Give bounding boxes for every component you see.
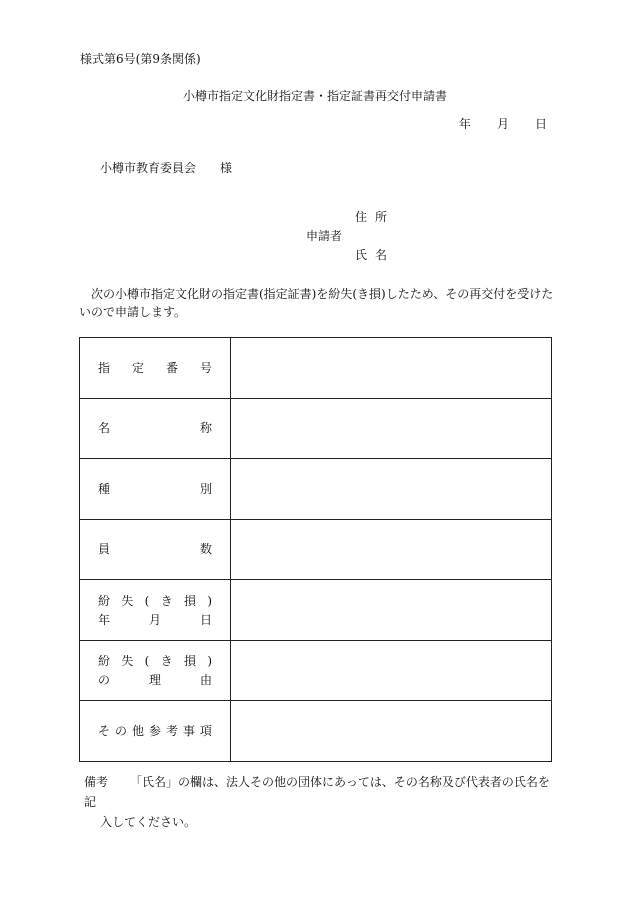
name-field[interactable] [231,398,552,459]
label-char: 考 [165,724,178,739]
label-char: 失 [121,654,134,669]
other-notes-label [80,701,231,762]
remarks-label: 備考 [84,775,109,789]
label-char: 事 [182,724,195,739]
loss-reason-field[interactable] [231,640,552,701]
label-char: ) [207,654,212,669]
page-title: 小樽市指定文化財指定書・指定証書再交付申請書 [182,89,447,103]
designation-number-field[interactable] [231,338,552,399]
addressee-name: 小樽市教育委員会 [100,161,197,175]
quantity-field[interactable] [231,519,552,580]
date-year-label: 年 [459,117,472,131]
label-char: 損 [183,593,196,608]
table-row [80,640,552,701]
label-line [98,595,212,607]
remarks-text-line1: 「氏名」の欄は、法人その他の団体にあっては、その名称及び代表者の氏名を記 [84,775,550,809]
addressee [100,162,232,174]
application-statement: 次の小樽市指定文化財の指定書(指定証書)を紛失(き損)したため、その再交付を受けたいので申請します。 [79,287,554,319]
label-char: 失 [121,593,134,608]
label-char: 参 [148,724,161,739]
date-line [459,118,547,130]
other-notes-field[interactable] [231,701,552,762]
label-char: 月 [148,612,161,627]
loss-date-field[interactable] [231,580,552,641]
type-field[interactable] [231,459,552,520]
label-char: き [160,593,173,608]
label-char: 日 [199,612,212,627]
remarks-text-line2: 入してください。 [100,815,197,829]
label-char: 年 [98,612,111,627]
loss-date-label [80,580,231,641]
remarks [84,772,556,832]
label-char: 員 [98,542,111,557]
label-line [98,362,212,374]
quantity-label [80,519,231,580]
form-number: 様式第6号(第9条関係) [80,52,201,66]
label-char: 称 [199,421,212,436]
label-char: ( [144,654,150,669]
designation-number-label [80,338,231,399]
label-char: 損 [183,654,196,669]
label-char: の [114,724,127,739]
label-char: 種 [98,481,111,496]
label-char: ) [207,593,212,608]
application-form-table [79,337,552,762]
label-line [98,655,212,667]
table-row [80,398,552,459]
label-line [98,725,212,737]
table-row [80,459,552,520]
name-label [80,398,231,459]
label-line [98,483,212,495]
date-day-label: 日 [535,117,548,131]
label-char: 名 [98,421,111,436]
label-line [98,422,212,434]
label-char: そ [98,724,111,739]
loss-reason-label [80,640,231,701]
label-char: き [160,654,173,669]
date-month-label: 月 [497,117,510,131]
label-char: 別 [199,481,212,496]
label-line [98,614,212,626]
label-line [98,674,212,686]
table-row [80,519,552,580]
type-label [80,459,231,520]
label-char: 紛 [98,593,111,608]
label-char: の [98,673,111,688]
label-char: 定 [131,360,144,375]
table-row [80,338,552,399]
applicant-name-label: 氏名 [355,248,396,262]
label-char: 紛 [98,654,111,669]
label-char: 番 [165,360,178,375]
label-char: ( [144,593,150,608]
label-char: 項 [199,724,212,739]
applicant-label: 申請者 [306,229,343,243]
label-char: 数 [199,542,212,557]
label-char: 号 [199,360,212,375]
label-char: 理 [148,673,161,688]
applicant-address-label: 住所 [355,210,396,224]
label-char: 他 [131,724,144,739]
table-row [80,580,552,641]
label-char: 由 [199,673,212,688]
addressee-honorific: 様 [220,161,233,175]
label-char: 指 [98,360,111,375]
label-line [98,543,212,555]
table-row [80,701,552,762]
